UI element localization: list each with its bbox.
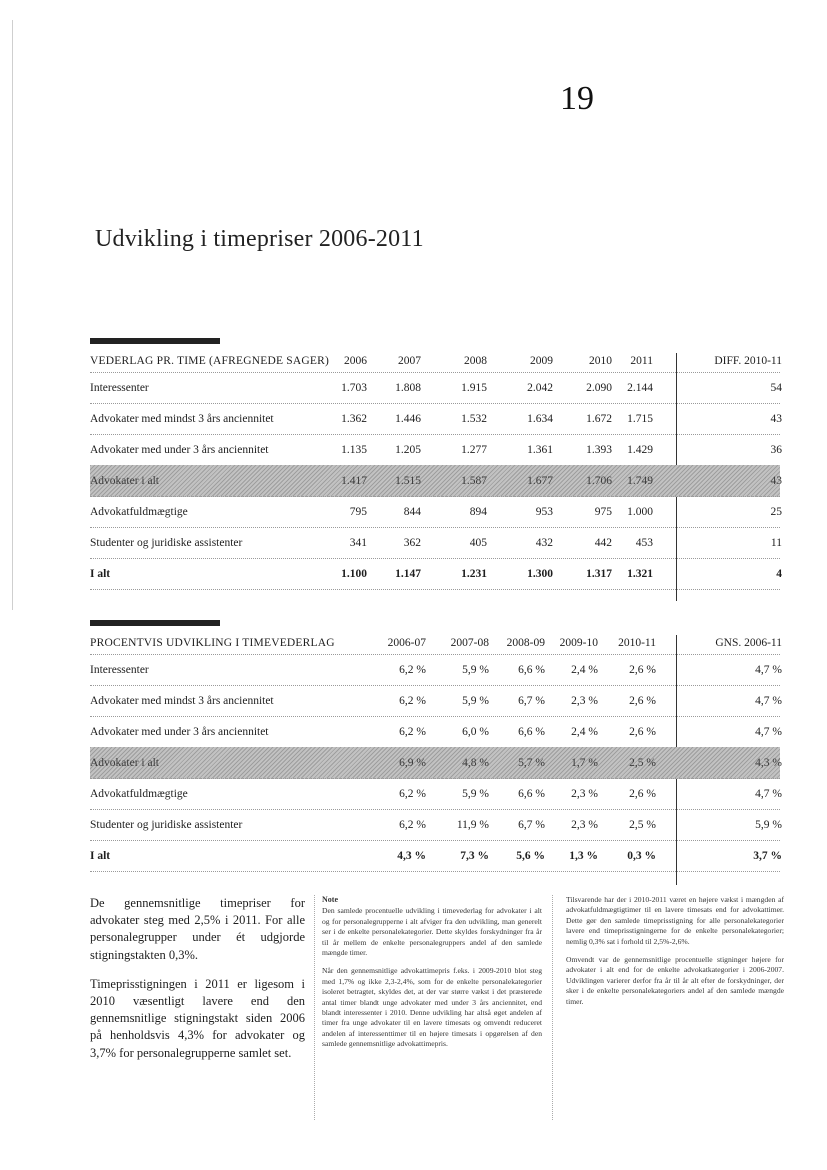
- table-cell: 1,3 %: [569, 849, 598, 862]
- table-cell: 6,2 %: [399, 663, 426, 676]
- table-cell: 341: [349, 536, 367, 549]
- table-cell: 6,2 %: [399, 694, 426, 707]
- header-cell: 2006-07: [387, 637, 426, 649]
- table-cell: 6,7 %: [518, 818, 545, 831]
- row-label: Advokater med under 3 års anciennitet: [90, 443, 269, 456]
- table-cell: 405: [469, 536, 487, 549]
- table-marker-bar: [90, 620, 220, 626]
- table-row: [90, 465, 780, 497]
- table-cell: 6,0 %: [462, 725, 489, 738]
- row-label: Studenter og juridiske assistenter: [90, 536, 243, 549]
- table-header-row: [90, 632, 780, 655]
- header-label: VEDERLAG PR. TIME (AFREGNEDE SAGER): [90, 355, 330, 367]
- table-cell: 2,5 %: [629, 756, 656, 769]
- table-cell: 1.634: [527, 412, 553, 425]
- table-cell: 2,4 %: [571, 725, 598, 738]
- table-cell: 4,7 %: [755, 725, 782, 738]
- table-cell: 43: [770, 474, 782, 487]
- table-cell: 2,6 %: [629, 663, 656, 676]
- row-label: Advokater i alt: [90, 756, 159, 769]
- table-cell: 1.915: [461, 381, 487, 394]
- table-row: [90, 747, 780, 779]
- table-cell: 1.429: [627, 443, 653, 456]
- header-cell: 2011: [630, 355, 653, 367]
- row-label: I alt: [90, 849, 111, 862]
- table-cell: 432: [535, 536, 553, 549]
- table-cell: 6,9 %: [399, 756, 426, 769]
- note-paragraph: Tilsvarende har der i 2010-2011 været en højere vækst i mængden af advokatfuldmægtigtimer til en lavere timesats end for advokattimer. Dette gør den samlede timeprisstigning for alle personalekategorier lavere end timeprisstigningerne for de enkelte personalekategorier; nemlig 0,3% sat i forhold til 2,5%-2,6%.: [566, 895, 784, 946]
- table-cell: 6,6 %: [518, 787, 545, 800]
- header-label: PROCENTVIS UDVIKLING I TIMEVEDERLAG: [90, 637, 335, 649]
- table-cell: 1.100: [341, 567, 367, 580]
- table-cell: 6,6 %: [518, 663, 545, 676]
- table-cell: 4: [776, 567, 782, 580]
- table-row: [90, 403, 780, 435]
- table-row: [90, 558, 780, 590]
- header-cell: GNS. 2006-11: [715, 637, 782, 649]
- table-row: [90, 685, 780, 717]
- table-marker-bar: [90, 338, 220, 344]
- note-paragraph: Omvendt var de gennemsnitlige procentuelle stigninger højere for advokater i alt end for de enkelte advokatkategorier i 2006-2007. Udviklingen varierer derfor fra år til år alt efter de forskydninger, der sker i de enkelte personalekategoriers andel af den samlede mængde timer.: [566, 955, 784, 1006]
- table-cell: 894: [469, 505, 487, 518]
- body-paragraph: De gennemsnitlige timepriser for advokater steg med 2,5% i 2011. For alle personalegrupper under ét udgjorde stigningstakten 0,3%.: [90, 896, 305, 962]
- header-cell: 2006: [344, 355, 367, 367]
- row-label: Advokatfuldmægtige: [90, 787, 188, 800]
- table-cell: 1.000: [627, 505, 653, 518]
- table-cell: 6,2 %: [399, 725, 426, 738]
- table-cell: 7,3 %: [460, 849, 489, 862]
- row-label: I alt: [90, 567, 111, 580]
- header-cell: 2009-10: [559, 637, 598, 649]
- header-cell: 2010: [589, 355, 612, 367]
- table-cell: 6,7 %: [518, 694, 545, 707]
- table-cell: 1.135: [341, 443, 367, 456]
- body-text-column: [90, 895, 305, 1074]
- table-row: [90, 716, 780, 748]
- table-cell: 2.042: [527, 381, 553, 394]
- page-title: Udvikling i timepriser 2006-2011: [95, 226, 424, 252]
- note-paragraph: Når den gennemsnitlige advokattimepris f.eks. i 2009-2010 blot steg med 1,7% og ikke 2,3-2,4%, som for de enkelte personalekategorier isoleret betragtet, skyldes det, at der var større vækst i det præsterede antal timer blandt unge advokater med under 3 års anciennitet, end blandt interessenter i 2010. Denne udvikling har altså øget andelen af timer fra unge advokater til en lavere timesats og omvendt reduceret andelen af interessenttimer til en højere timesats i opgørelsen af den samlede gennemsnitlige advokattimepris.: [322, 966, 542, 1049]
- table-row: [90, 809, 780, 841]
- table-cell: 5,9 %: [462, 787, 489, 800]
- table-cell: 2,5 %: [629, 818, 656, 831]
- table-cell: 2,3 %: [571, 694, 598, 707]
- page-edge-line: [12, 20, 13, 610]
- table-cell: 4,8 %: [462, 756, 489, 769]
- table-cell: 362: [403, 536, 421, 549]
- table-cell: 1.362: [341, 412, 367, 425]
- note-column-continued: [566, 895, 784, 1015]
- table-row: [90, 496, 780, 528]
- header-cell: 2007: [398, 355, 421, 367]
- table-cell: 25: [770, 505, 782, 518]
- header-cell: 2008-09: [506, 637, 545, 649]
- row-label: Studenter og juridiske assistenter: [90, 818, 243, 831]
- body-paragraph: Timeprisstigningen i 2011 er ligesom i 2010 væsentligt lavere end den gennemsnitlige stigningstakt siden 2006 på henholdsvis 4,3% for advokater og 3,7% for personalegrupperne samlet set.: [90, 976, 305, 1060]
- table-cell: 1.317: [586, 567, 612, 580]
- table-cell: 2,3 %: [571, 787, 598, 800]
- table-cell: 5,6 %: [516, 849, 545, 862]
- row-label: Interessenter: [90, 381, 149, 394]
- table-cell: 4,7 %: [755, 663, 782, 676]
- header-cell: 2008: [464, 355, 487, 367]
- table-cell: 1.587: [461, 474, 487, 487]
- table-cell: 1.446: [395, 412, 421, 425]
- table-cell: 1.147: [395, 567, 421, 580]
- table-cell: 953: [535, 505, 553, 518]
- table-header-row: [90, 350, 780, 373]
- header-cell: DIFF. 2010-11: [714, 355, 782, 367]
- table-cell: 2,3 %: [571, 818, 598, 831]
- table-cell: 4,3 %: [397, 849, 426, 862]
- table-cell: 5,9 %: [462, 694, 489, 707]
- table-cell: 43: [770, 412, 782, 425]
- table-cell: 3,7 %: [753, 849, 782, 862]
- table-cell: 453: [635, 536, 653, 549]
- table-cell: 2.144: [627, 381, 653, 394]
- note-heading: Note: [322, 895, 338, 904]
- table-row: [90, 840, 780, 872]
- table-cell: 1.515: [395, 474, 421, 487]
- table-cell: 5,7 %: [518, 756, 545, 769]
- table-cell: 54: [770, 381, 782, 394]
- table-cell: 2,6 %: [629, 787, 656, 800]
- table-cell: 1.277: [461, 443, 487, 456]
- table-cell: 0,3 %: [627, 849, 656, 862]
- table-cell: 6,6 %: [518, 725, 545, 738]
- column-separator: [314, 895, 315, 1120]
- page-number: 19: [560, 80, 594, 117]
- table-cell: 1.205: [395, 443, 421, 456]
- table-cell: 4,3 %: [755, 756, 782, 769]
- table-row: [90, 527, 780, 559]
- table-cell: 975: [594, 505, 612, 518]
- table-cell: 1.672: [586, 412, 612, 425]
- table-cell: 1.677: [527, 474, 553, 487]
- table-cell: 1.808: [395, 381, 421, 394]
- table-cell: 1,7 %: [571, 756, 598, 769]
- table-cell: 36: [770, 443, 782, 456]
- table-row: [90, 778, 780, 810]
- table-percent-change: [90, 620, 780, 890]
- table-cell: 6,2 %: [399, 787, 426, 800]
- row-label: Interessenter: [90, 663, 149, 676]
- table-hourly-fees: [90, 338, 780, 608]
- table-cell: 4,7 %: [755, 694, 782, 707]
- table-cell: 1.749: [627, 474, 653, 487]
- header-cell: 2009: [530, 355, 553, 367]
- table-cell: 1.300: [527, 567, 553, 580]
- table-cell: 1.361: [527, 443, 553, 456]
- table-cell: 442: [594, 536, 612, 549]
- table-cell: 1.417: [341, 474, 367, 487]
- table-cell: 2,6 %: [629, 725, 656, 738]
- row-label: Advokater med under 3 års anciennitet: [90, 725, 269, 738]
- row-label: Advokater med mindst 3 års anciennitet: [90, 412, 274, 425]
- table-cell: 1.715: [627, 412, 653, 425]
- note-paragraph: Den samlede procentuelle udvikling i timevederlag for advokater i alt og for personalegrupperne i alt afviger fra den udvikling, man generelt ser i de enkelte personalekategorier. Dette skyldes forskydninger fra år til år mellem de enkelte personalegruppers andel af den samlede mængde timer.: [322, 906, 542, 958]
- table-cell: 1.231: [461, 567, 487, 580]
- table-row: [90, 372, 780, 404]
- row-label: Advokater i alt: [90, 474, 159, 487]
- table-cell: 5,9 %: [462, 663, 489, 676]
- table-cell: 1.532: [461, 412, 487, 425]
- column-separator: [552, 895, 553, 1120]
- header-cell: 2010-11: [618, 637, 656, 649]
- table-cell: 2.090: [586, 381, 612, 394]
- table-cell: 11,9 %: [456, 818, 489, 831]
- row-label: Advokatfuldmægtige: [90, 505, 188, 518]
- table-cell: 11: [770, 536, 782, 549]
- table-cell: 844: [403, 505, 421, 518]
- table-cell: 6,2 %: [399, 818, 426, 831]
- row-label: Advokater med mindst 3 års anciennitet: [90, 694, 274, 707]
- header-cell: 2007-08: [450, 637, 489, 649]
- table-cell: 795: [349, 505, 367, 518]
- note-column: [322, 895, 542, 1058]
- table-cell: 4,7 %: [755, 787, 782, 800]
- table-row: [90, 434, 780, 466]
- table-cell: 2,4 %: [571, 663, 598, 676]
- table-row: [90, 654, 780, 686]
- table-cell: 1.393: [586, 443, 612, 456]
- table-cell: 1.321: [627, 567, 653, 580]
- table-cell: 5,9 %: [755, 818, 782, 831]
- table-cell: 1.703: [341, 381, 367, 394]
- table-cell: 1.706: [586, 474, 612, 487]
- table-cell: 2,6 %: [629, 694, 656, 707]
